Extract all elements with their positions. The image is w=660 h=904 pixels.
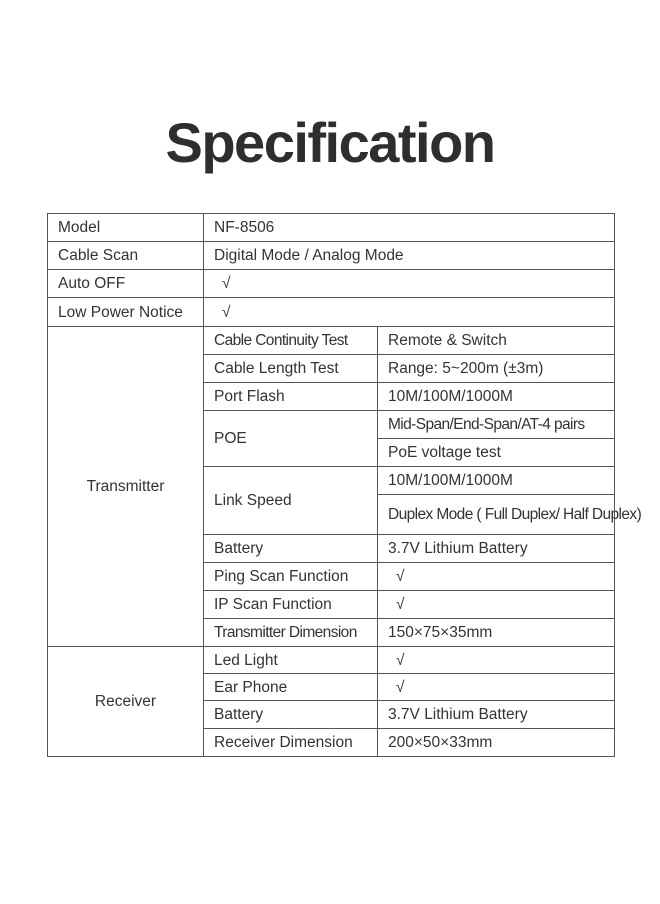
ip-scan-value: √ (378, 591, 615, 619)
led-light-label: Led Light (204, 647, 378, 674)
ping-scan-label: Ping Scan Function (204, 563, 378, 591)
tx-dimension-label: Transmitter Dimension (204, 619, 378, 647)
rx-battery-value: 3.7V Lithium Battery (378, 701, 615, 729)
table-row-cable-continuity (48, 327, 615, 355)
auto-off-label: Auto OFF (48, 270, 204, 298)
cable-continuity-label: Cable Continuity Test (204, 327, 378, 355)
page-title: Specification (165, 111, 495, 174)
auto-off-value: √ (204, 270, 615, 298)
ping-scan-value: √ (378, 563, 615, 591)
table-row-model (48, 214, 615, 242)
cable-length-value: Range: 5~200m (±3m) (378, 355, 615, 383)
poe-label: POE (204, 411, 378, 467)
port-flash-label: Port Flash (204, 383, 378, 411)
ip-scan-label: IP Scan Function (204, 591, 378, 619)
cable-scan-label: Cable Scan (48, 242, 204, 270)
model-value: NF-8506 (204, 214, 615, 242)
link-speed-value-2: Duplex Mode ( Full Duplex/ Half Duplex) (378, 495, 615, 535)
tx-battery-value: 3.7V Lithium Battery (378, 535, 615, 563)
cable-continuity-value: Remote & Switch (378, 327, 615, 355)
transmitter-label: Transmitter (48, 327, 204, 647)
ear-phone-value: √ (378, 674, 615, 701)
link-speed-label: Link Speed (204, 467, 378, 535)
table-row-low-power (48, 298, 615, 327)
rx-dimension-value: 200×50×33mm (378, 729, 615, 757)
port-flash-value: 10M/100M/1000M (378, 383, 615, 411)
table-row-led-light (48, 647, 615, 674)
tx-dimension-value: 150×75×35mm (378, 619, 615, 647)
low-power-label: Low Power Notice (48, 298, 204, 327)
receiver-label: Receiver (48, 647, 204, 757)
table-row-auto-off (48, 270, 615, 298)
cable-scan-value: Digital Mode / Analog Mode (204, 242, 615, 270)
specification-table (47, 213, 642, 757)
rx-battery-label: Battery (204, 701, 378, 729)
tx-battery-label: Battery (204, 535, 378, 563)
table-row-cable-scan (48, 242, 615, 270)
cable-length-label: Cable Length Test (204, 355, 378, 383)
led-light-value: √ (378, 647, 615, 674)
rx-dimension-label: Receiver Dimension (204, 729, 378, 757)
link-speed-value-1: 10M/100M/1000M (378, 467, 615, 495)
poe-value-2: PoE voltage test (378, 439, 615, 467)
poe-value-1: Mid-Span/End-Span/AT-4 pairs (378, 411, 615, 439)
low-power-value: √ (204, 298, 615, 327)
model-label: Model (48, 214, 204, 242)
ear-phone-label: Ear Phone (204, 674, 378, 701)
